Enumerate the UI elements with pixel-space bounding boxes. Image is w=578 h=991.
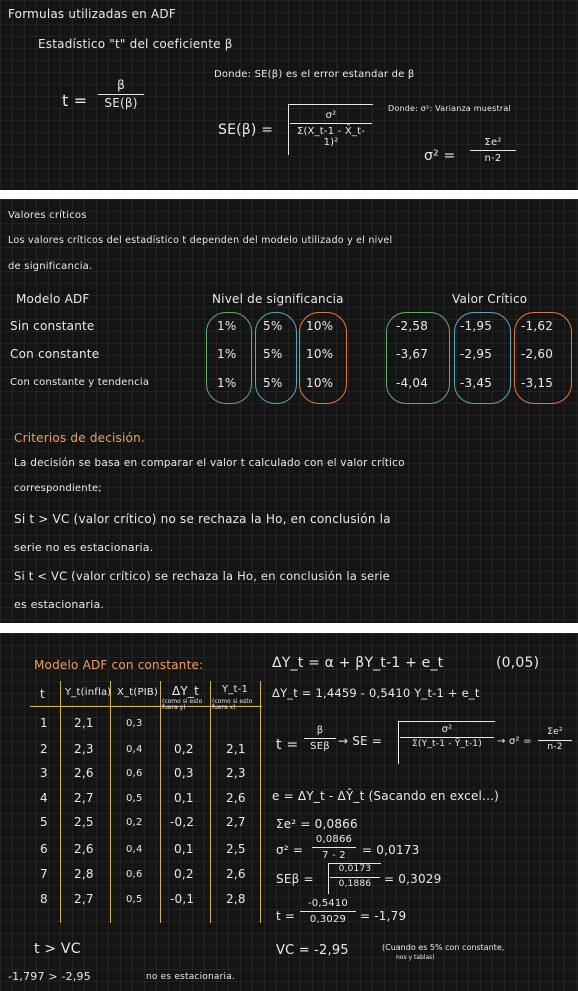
row-n1: 1% (217, 347, 237, 361)
se-calc-fraction (330, 865, 380, 890)
donde-varianza-note: Donde: σ²: Varianza muestral (388, 104, 511, 113)
t-calc-denominator: 0,3029 (309, 914, 347, 925)
criteria-line3: Si t > VC (valor crítico) no se rechaza la Ho, en conclusión la (14, 512, 391, 526)
se-formula-denominator: Σ(Y_t-1 - Ȳ_t-1) (412, 739, 482, 749)
col-header-valor: Valor Crítico (452, 292, 528, 306)
variance-calc-denominator: 7 - 2 (322, 850, 346, 861)
table-cell: 2,5 (226, 842, 246, 856)
table-header: t (40, 687, 45, 701)
var-formula-denominator: n-2 (547, 741, 563, 752)
t-calc-fraction (300, 898, 356, 925)
var-formula-fraction (538, 728, 572, 753)
se-formula-denominator: Σ(X_t-1 - X̄_t-1)² (296, 126, 366, 148)
conclusion-inequality: t > VC (34, 941, 81, 957)
table-vline (60, 681, 61, 923)
table-header-note: (como si esto fuera y) (162, 698, 203, 711)
var-formula-fraction (470, 137, 516, 164)
row-v1: -4,04 (396, 376, 429, 390)
col-header-nivel: Nivel de significancia (212, 292, 344, 306)
table-cell: 2 (40, 742, 48, 756)
table-cell: 2,1 (226, 742, 246, 756)
table-vline (160, 681, 161, 923)
critical-value-note: (Cuando es 5% con constante, (382, 943, 505, 952)
row-n1: 1% (217, 319, 237, 333)
table-cell: 2,6 (74, 766, 94, 780)
table-cell: 2,6 (226, 791, 246, 805)
row-v2: -2,95 (460, 347, 493, 361)
se-formula-numerator: σ² (325, 110, 337, 121)
critical-values-desc-line2: de significancia. (8, 261, 93, 272)
conclusion-values: -1,797 > -2,95 (8, 970, 91, 983)
formulas-subtitle: Estadístico "t" del coeficiente β (38, 37, 233, 51)
row-v3: -3,15 (521, 376, 554, 390)
example-panel (0, 633, 578, 991)
criteria-line2: correspondiente; (14, 483, 102, 494)
se-formula-numerator: σ² (441, 724, 453, 735)
se-formula-lhs: → SE = (338, 734, 383, 748)
se-calc-lhs: SEβ = (276, 872, 314, 886)
table-cell: 0,3 (126, 718, 143, 729)
formulas-panel (0, 0, 578, 190)
var-formula-numerator: Σe² (484, 137, 502, 148)
t-formula-fraction (98, 79, 144, 110)
var-formula-numerator: Σe² (547, 727, 563, 737)
row-n2: 5% (263, 347, 283, 361)
table-cell: 7 (40, 867, 48, 881)
row-n3: 10% (306, 347, 334, 361)
table-cell: -0,2 (170, 815, 195, 829)
table-cell: 2,8 (74, 867, 94, 881)
sum-squared-residuals: Σe² = 0,0866 (276, 817, 358, 831)
table-cell: 4 (40, 791, 48, 805)
table-header: Y_t(infla) (65, 687, 112, 698)
table-cell: 2,6 (74, 842, 94, 856)
table-cell: 0,2 (126, 817, 143, 828)
table-cell: 0,1 (174, 842, 194, 856)
critical-value-note2: nos y tablas) (396, 954, 435, 961)
residual-definition: e = ΔY_t - ΔŶ_t (Sacando en excel...) (272, 789, 500, 803)
table-cell: 0,5 (126, 894, 143, 905)
table-cell: 5 (40, 815, 48, 829)
table-header: Y_t-1 (222, 684, 248, 695)
var-formula-lhs: → σ² = (497, 736, 532, 747)
row-n2: 5% (263, 319, 283, 333)
table-cell: 0,2 (174, 742, 194, 756)
row-v2: -1,95 (460, 319, 493, 333)
col-header-model: Modelo ADF (16, 292, 90, 306)
critical-values-desc-line1: Los valores críticos del estadístico t dependen del modelo utilizado y el nivel (8, 235, 393, 246)
t-formula-fraction (304, 725, 336, 752)
row-model: Con constante y tendencia (10, 377, 150, 388)
row-model: Sin constante (10, 319, 95, 333)
formulas-title: Formulas utilizadas en ADF (8, 7, 176, 21)
row-v3: -1,62 (521, 319, 554, 333)
criteria-title: Criterios de decisión. (14, 431, 145, 445)
table-cell: 2,7 (226, 815, 246, 829)
t-formula-numerator: β (316, 725, 324, 736)
t-formula-denominator: SE(β) (104, 96, 138, 111)
var-formula-lhs: σ² = (424, 148, 456, 164)
se-calc-numerator: 0,0173 (338, 864, 372, 874)
criteria-line5: Si t < VC (valor crítico) se rechaza la Ho, en conclusión la serie (14, 569, 390, 583)
adf-equation: ΔY_t = α + βY_t-1 + e_t (272, 655, 444, 671)
variance-calc-result: = 0,0173 (362, 843, 420, 857)
table-vline (260, 681, 261, 923)
table-header-note: (como si esto fuera x) (212, 698, 253, 711)
se-formula-lhs: SE(β) = (218, 122, 274, 138)
variance-calc-numerator: 0,0866 (315, 834, 353, 845)
table-cell: 0,2 (174, 867, 194, 881)
critical-values-panel (0, 199, 578, 623)
row-model: Con constante (10, 347, 100, 361)
donde-se-note: Donde: SE(β) es el error estandar de β (214, 69, 415, 80)
table-header: X_t(PIB) (117, 687, 159, 698)
table-cell: 0,4 (126, 744, 143, 755)
example-title: Modelo ADF con constante: (34, 658, 204, 672)
conclusion-text: no es estacionaria. (146, 972, 235, 982)
t-formula-lhs: t = (62, 91, 88, 110)
table-cell: 0,5 (126, 793, 143, 804)
row-n1: 1% (217, 376, 237, 390)
table-header: ΔY_t (172, 684, 200, 698)
row-n3: 10% (306, 376, 334, 390)
se-calc-denominator: 0,1886 (338, 878, 372, 889)
row-n2: 5% (263, 376, 283, 390)
variance-calc-lhs: σ² = (276, 843, 304, 857)
row-v1: -2,58 (396, 319, 429, 333)
var-formula-denominator: n-2 (484, 153, 502, 164)
table-cell: 2,7 (74, 892, 94, 906)
table-cell: 0,4 (126, 844, 143, 855)
table-vline (110, 681, 111, 923)
table-cell: 2,3 (226, 766, 246, 780)
alpha-label: (0,05) (496, 655, 540, 671)
table-cell: 1 (40, 716, 48, 730)
se-formula-fraction (290, 110, 372, 148)
critical-values-title: Valores críticos (8, 210, 87, 221)
t-calc-result: = -1,79 (360, 909, 407, 923)
row-v3: -2,60 (521, 347, 554, 361)
row-n3: 10% (306, 319, 334, 333)
table-cell: 2,7 (74, 791, 94, 805)
t-formula-numerator: β (117, 78, 125, 92)
table-cell: 8 (40, 892, 48, 906)
t-calc-numerator: -0,5410 (308, 898, 348, 909)
table-vline (210, 681, 211, 923)
t-formula-lhs: t = (276, 737, 299, 753)
fitted-equation: ΔY_t = 1,4459 - 0,5410 Y_t-1 + e_t (272, 686, 480, 700)
t-formula-denominator: SEβ (310, 741, 330, 752)
variance-calc-fraction (312, 834, 356, 861)
table-cell: 0,1 (174, 791, 194, 805)
table-cell: 2,3 (74, 742, 94, 756)
criteria-line4: serie no es estacionaria. (14, 541, 154, 554)
row-v2: -3,45 (460, 376, 493, 390)
table-cell: 2,8 (226, 892, 246, 906)
table-cell: 2,1 (74, 716, 94, 730)
criteria-line1: La decisión se basa en comparar el valor t calculado con el valor crítico (14, 457, 405, 469)
se-calc-result: = 0,3029 (384, 872, 442, 886)
row-v1: -3,67 (396, 347, 429, 361)
t-calc-lhs: t = (276, 909, 296, 923)
criteria-line6: es estacionaria. (14, 598, 105, 611)
table-cell: 6 (40, 842, 48, 856)
se-formula-fraction (400, 724, 494, 750)
critical-value: VC = -2,95 (276, 943, 349, 958)
table-cell: 0,6 (126, 768, 143, 779)
table-cell: 2,5 (74, 815, 94, 829)
table-cell: 0,6 (126, 869, 143, 880)
table-cell: 0,3 (174, 766, 194, 780)
table-cell: 3 (40, 766, 48, 780)
table-cell: 2,6 (226, 867, 246, 881)
table-cell: -0,1 (170, 892, 195, 906)
